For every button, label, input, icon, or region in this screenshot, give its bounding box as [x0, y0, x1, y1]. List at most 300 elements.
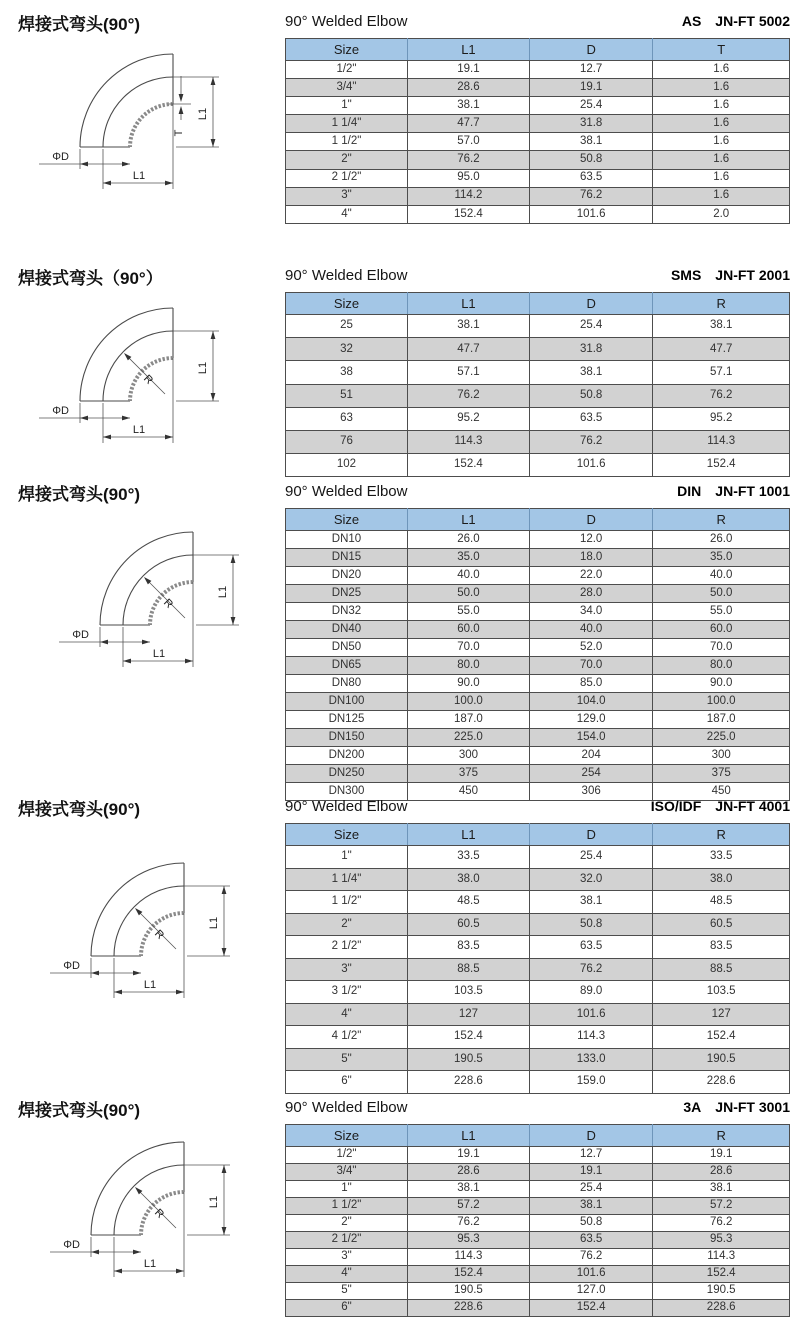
table-cell: 4 1/2" [286, 1026, 408, 1049]
dim-label-l1-vertical: L1 [217, 585, 229, 599]
table-cell: 76.2 [653, 1215, 790, 1232]
table-cell: 104.0 [529, 693, 652, 711]
elbow-diagram-svg: R T L1 L1 ΦD [4, 851, 254, 1003]
table-cell: 57.2 [653, 1198, 790, 1215]
table-row [286, 913, 790, 936]
dimension-lines [50, 886, 230, 998]
table-cell: 1.6 [653, 97, 790, 115]
table-cell: DN80 [286, 675, 408, 693]
table-row [286, 169, 790, 187]
table-cell: 1 1/2" [286, 133, 408, 151]
elbow-diagram [4, 851, 254, 1003]
table-cell: 63.5 [529, 1232, 652, 1249]
table-row [286, 958, 790, 981]
table-row [286, 936, 790, 959]
standard-number: JN-FT 1001 [715, 483, 790, 499]
table-cell: 4" [286, 205, 408, 223]
table-cell: DN250 [286, 765, 408, 783]
dim-label-l1-horizontal: L1 [143, 979, 157, 991]
dimension-lines [50, 1165, 230, 1277]
dimension-lines [39, 77, 219, 189]
table-cell: 3" [286, 187, 408, 205]
section-title-cn: 焊接式弯头(90°) [18, 1101, 141, 1120]
table-cell: 129.0 [529, 711, 652, 729]
table-cell: 40.0 [529, 621, 652, 639]
table-row [286, 151, 790, 169]
table-cell: 32.0 [529, 868, 652, 891]
section-title-en: 90° Welded Elbow [285, 483, 408, 500]
dimension-lines [39, 331, 219, 443]
table-cell: 95.2 [407, 407, 529, 430]
section-title-en: 90° Welded Elbow [285, 267, 408, 284]
table-cell: 3" [286, 1249, 408, 1266]
table-row [286, 61, 790, 79]
section-title-cn: 焊接式弯头(90°) [18, 15, 141, 34]
table-cell: 114.3 [653, 1249, 790, 1266]
table-title-row [285, 1099, 790, 1116]
table-cell: 52.0 [529, 639, 652, 657]
table-cell: 70.0 [529, 657, 652, 675]
table-cell: 12.7 [529, 61, 652, 79]
table-cell: 12.7 [529, 1147, 652, 1164]
table-cell: 152.4 [407, 454, 529, 477]
standard-code [677, 483, 790, 499]
table-header-row [286, 39, 790, 61]
elbow-diagram-svg: R T L1 L1 ΦD [0, 296, 243, 448]
table-cell: 48.5 [653, 891, 790, 914]
column-header-l1: L1 [407, 39, 529, 61]
table-title-row [285, 798, 790, 815]
table-cell: 1/2" [286, 1147, 408, 1164]
table-cell: 55.0 [653, 603, 790, 621]
table-cell: 76.2 [529, 1249, 652, 1266]
table-row [286, 1198, 790, 1215]
table-cell: 47.7 [653, 338, 790, 361]
table-cell: 133.0 [529, 1048, 652, 1071]
table-cell: 1" [286, 97, 408, 115]
elbow-diagram-svg: R T L1 L1 ΦD [13, 520, 263, 672]
standard-number: JN-FT 3001 [715, 1099, 790, 1115]
table-cell: 1.6 [653, 187, 790, 205]
table-cell: 3/4" [286, 79, 408, 97]
table-cell: DN125 [286, 711, 408, 729]
table-row [286, 1249, 790, 1266]
table-row [286, 531, 790, 549]
table-cell: 25 [286, 315, 408, 338]
dim-label-l1-vertical: L1 [208, 916, 220, 930]
table-cell: 70.0 [653, 639, 790, 657]
table-cell: 31.8 [529, 115, 652, 133]
table-row [286, 567, 790, 585]
column-header-r: R [653, 1125, 790, 1147]
table-row [286, 1071, 790, 1094]
table-cell: 33.5 [407, 846, 529, 869]
standard-number: JN-FT 5002 [715, 13, 790, 29]
table-cell: 38 [286, 361, 408, 384]
table-cell: 95.3 [653, 1232, 790, 1249]
table-cell: 60.5 [407, 913, 529, 936]
table-cell: 127.0 [529, 1283, 652, 1300]
table-cell: 76.2 [529, 187, 652, 205]
table-cell: 35.0 [407, 549, 529, 567]
section-title-en: 90° Welded Elbow [285, 13, 408, 30]
table-cell: 88.5 [653, 958, 790, 981]
table-cell: 25.4 [529, 846, 652, 869]
table-cell: 3" [286, 958, 408, 981]
table-cell: 103.5 [407, 981, 529, 1004]
table-row [286, 868, 790, 891]
section-title-cn: 焊接式弯头(90°) [18, 800, 141, 819]
table-cell: 101.6 [529, 205, 652, 223]
spec-table [285, 38, 790, 224]
table-cell: 57.1 [653, 361, 790, 384]
table-cell: 228.6 [407, 1300, 529, 1317]
table-cell: DN150 [286, 729, 408, 747]
table-cell: 57.2 [407, 1198, 529, 1215]
table-cell: 101.6 [529, 1003, 652, 1026]
dim-label-r: R [152, 927, 167, 942]
table-cell: 190.5 [407, 1048, 529, 1071]
table-cell: 1.6 [653, 79, 790, 97]
table-cell: 152.4 [407, 205, 529, 223]
table-cell: 114.3 [529, 1026, 652, 1049]
table-cell: 4" [286, 1003, 408, 1026]
table-cell: 76 [286, 430, 408, 453]
thickness-annotation [169, 76, 191, 136]
column-header-l1: L1 [407, 1125, 529, 1147]
table-cell: 38.1 [529, 361, 652, 384]
table-row [286, 133, 790, 151]
spec-table [285, 508, 790, 801]
table-row [286, 1164, 790, 1181]
table-cell: 38.1 [407, 315, 529, 338]
table-cell: 28.6 [407, 1164, 529, 1181]
table-row [286, 115, 790, 133]
table-row [286, 729, 790, 747]
table-cell: 31.8 [529, 338, 652, 361]
column-header-d: D [529, 509, 652, 531]
dim-label-d: ΦD [52, 151, 69, 163]
table-cell: 32 [286, 338, 408, 361]
table-cell: 6" [286, 1300, 408, 1317]
table-cell: 76.2 [407, 384, 529, 407]
table-row [286, 846, 790, 869]
table-cell: 2 1/2" [286, 1232, 408, 1249]
table-cell: 22.0 [529, 567, 652, 585]
table-title-row [285, 483, 790, 500]
table-cell: 190.5 [407, 1283, 529, 1300]
table-cell: 63.5 [529, 936, 652, 959]
table-cell: 228.6 [653, 1071, 790, 1094]
table-cell: 127 [407, 1003, 529, 1026]
table-cell: 1/2" [286, 61, 408, 79]
table-cell: 38.1 [653, 315, 790, 338]
table-row [286, 1283, 790, 1300]
table-cell: 152.4 [407, 1026, 529, 1049]
standard-name: ISO/IDF [650, 798, 702, 814]
section-title-cn: 焊接式弯头（90°） [18, 269, 163, 288]
table-cell: 28.6 [407, 79, 529, 97]
table-cell: 306 [529, 783, 652, 801]
table-cell: 90.0 [653, 675, 790, 693]
dim-label-l1-horizontal: L1 [143, 1258, 157, 1270]
spec-table [285, 1124, 790, 1317]
table-cell: 190.5 [653, 1048, 790, 1071]
dim-label-r: R [141, 372, 156, 387]
table-cell: 55.0 [407, 603, 529, 621]
table-cell: 204 [529, 747, 652, 765]
table-cell: 25.4 [529, 97, 652, 115]
column-header-d: D [529, 824, 652, 846]
table-cell: 152.4 [529, 1300, 652, 1317]
table-cell: 225.0 [653, 729, 790, 747]
table-cell: 76.2 [407, 1215, 529, 1232]
table-cell: 85.0 [529, 675, 652, 693]
table-cell: 48.5 [407, 891, 529, 914]
table-cell: 28.6 [653, 1164, 790, 1181]
table-cell: DN65 [286, 657, 408, 675]
elbow-drawing [80, 54, 173, 147]
column-header-l1: L1 [407, 509, 529, 531]
table-cell: 114.3 [407, 430, 529, 453]
column-header-r: R [653, 509, 790, 531]
table-cell: 152.4 [407, 1266, 529, 1283]
standard-number: JN-FT 4001 [715, 798, 790, 814]
table-cell: 187.0 [407, 711, 529, 729]
table-cell: 2 1/2" [286, 169, 408, 187]
table-row [286, 384, 790, 407]
table-row [286, 639, 790, 657]
table-cell: 228.6 [653, 1300, 790, 1317]
table-cell: 50.8 [529, 151, 652, 169]
table-header-row [286, 824, 790, 846]
table-cell: 101.6 [529, 454, 652, 477]
table-cell: 100.0 [653, 693, 790, 711]
table-cell: 83.5 [653, 936, 790, 959]
standard-number: JN-FT 2001 [715, 267, 790, 283]
table-cell: 38.0 [653, 868, 790, 891]
dim-label-r: R [152, 1206, 167, 1221]
section-title-en: 90° Welded Elbow [285, 1099, 408, 1116]
table-cell: 25.4 [529, 315, 652, 338]
table-row [286, 1003, 790, 1026]
column-header-l1: L1 [407, 293, 529, 315]
table-cell: 1" [286, 1181, 408, 1198]
table-cell: 190.5 [653, 1283, 790, 1300]
table-cell: 26.0 [653, 531, 790, 549]
table-row [286, 621, 790, 639]
table-cell: 2" [286, 1215, 408, 1232]
table-row [286, 338, 790, 361]
dim-label-l1-vertical: L1 [208, 1195, 220, 1209]
table-cell: 63.5 [529, 169, 652, 187]
table-cell: 60.0 [653, 621, 790, 639]
table-header-row [286, 293, 790, 315]
column-header-size: Size [286, 1125, 408, 1147]
table-cell: 254 [529, 765, 652, 783]
table-row [286, 407, 790, 430]
table-cell: 76.2 [653, 384, 790, 407]
column-header-r: R [653, 293, 790, 315]
table-cell: 5" [286, 1283, 408, 1300]
table-row [286, 657, 790, 675]
table-row [286, 549, 790, 567]
standard-name: DIN [677, 483, 702, 499]
section-title-en: 90° Welded Elbow [285, 798, 408, 815]
table-row [286, 1232, 790, 1249]
column-header-size: Size [286, 293, 408, 315]
column-header-l1: L1 [407, 824, 529, 846]
table-cell: 103.5 [653, 981, 790, 1004]
table-cell: 2 1/2" [286, 936, 408, 959]
elbow-diagram [4, 1130, 254, 1282]
table-title-row [285, 267, 790, 284]
table-row [286, 315, 790, 338]
table-title-row [285, 13, 790, 30]
table-cell: 19.1 [407, 1147, 529, 1164]
table-cell: 1 1/4" [286, 115, 408, 133]
column-header-d: D [529, 293, 652, 315]
table-cell: 35.0 [653, 549, 790, 567]
table-row [286, 585, 790, 603]
table-cell: 95.2 [653, 407, 790, 430]
table-row [286, 603, 790, 621]
table-cell: 19.1 [529, 1164, 652, 1181]
table-cell: 152.4 [653, 454, 790, 477]
table-cell: 38.1 [529, 1198, 652, 1215]
table-cell: 88.5 [407, 958, 529, 981]
table-row [286, 1048, 790, 1071]
table-row [286, 1215, 790, 1232]
table-cell: 76.2 [529, 430, 652, 453]
table-cell: 63 [286, 407, 408, 430]
table-cell: 101.6 [529, 1266, 652, 1283]
table-cell: 12.0 [529, 531, 652, 549]
table-row [286, 1026, 790, 1049]
standard-name: AS [681, 13, 702, 29]
table-cell: 50.0 [407, 585, 529, 603]
table-cell: 1" [286, 846, 408, 869]
table-cell: 50.8 [529, 1215, 652, 1232]
standard-name: 3A [683, 1099, 702, 1115]
table-cell: 19.1 [653, 1147, 790, 1164]
table-cell: 57.1 [407, 361, 529, 384]
dim-label-d: ΦD [72, 629, 89, 641]
dim-label-l1-horizontal: L1 [132, 170, 146, 182]
table-cell: 47.7 [407, 115, 529, 133]
table-cell: 51 [286, 384, 408, 407]
table-cell: DN32 [286, 603, 408, 621]
elbow-diagram [13, 520, 263, 672]
table-cell: 1.6 [653, 133, 790, 151]
table-row [286, 430, 790, 453]
table-cell: 2.0 [653, 205, 790, 223]
standard-code [682, 13, 790, 29]
table-cell: 63.5 [529, 407, 652, 430]
table-row [286, 1266, 790, 1283]
dim-label-r: R [161, 596, 176, 611]
table-row [286, 1300, 790, 1317]
dim-label-l1-horizontal: L1 [152, 648, 166, 660]
table-cell: 375 [653, 765, 790, 783]
table-row [286, 981, 790, 1004]
table-cell: 38.0 [407, 868, 529, 891]
table-row [286, 675, 790, 693]
dim-label-l1-vertical: L1 [197, 361, 209, 375]
table-cell: 1.6 [653, 169, 790, 187]
column-header-size: Size [286, 824, 408, 846]
table-cell: 102 [286, 454, 408, 477]
table-header-row [286, 1125, 790, 1147]
table-cell: 76.2 [407, 151, 529, 169]
table-cell: 95.0 [407, 169, 529, 187]
table-cell: 60.0 [407, 621, 529, 639]
table-cell: 95.3 [407, 1232, 529, 1249]
table-cell: 1.6 [653, 115, 790, 133]
table-cell: 80.0 [653, 657, 790, 675]
spec-table [285, 823, 790, 1094]
dim-label-d: ΦD [63, 960, 80, 972]
dim-label-d: ΦD [63, 1239, 80, 1251]
table-cell: 1.6 [653, 61, 790, 79]
standard-name: SMS [670, 267, 702, 283]
table-cell: 2" [286, 151, 408, 169]
standard-code [683, 1099, 790, 1115]
column-header-r: R [653, 824, 790, 846]
table-cell: 34.0 [529, 603, 652, 621]
table-cell: 114.2 [407, 187, 529, 205]
table-cell: 2" [286, 913, 408, 936]
table-cell: 90.0 [407, 675, 529, 693]
table-cell: 159.0 [529, 1071, 652, 1094]
table-cell: 26.0 [407, 531, 529, 549]
section-title-cn: 焊接式弯头(90°) [18, 485, 141, 504]
table-row [286, 693, 790, 711]
table-cell: 40.0 [653, 567, 790, 585]
column-header-d: D [529, 39, 652, 61]
table-cell: 450 [653, 783, 790, 801]
dim-label-t: T [173, 129, 185, 137]
table-cell: DN15 [286, 549, 408, 567]
table-row [286, 1147, 790, 1164]
table-row [286, 454, 790, 477]
table-cell: 3 1/2" [286, 981, 408, 1004]
standard-code [651, 798, 790, 814]
table-header-row [286, 509, 790, 531]
table-cell: 127 [653, 1003, 790, 1026]
table-row [286, 361, 790, 384]
table-cell: 28.0 [529, 585, 652, 603]
column-header-size: Size [286, 39, 408, 61]
table-row [286, 187, 790, 205]
dimension-lines [59, 555, 239, 667]
column-header-size: Size [286, 509, 408, 531]
standard-code [671, 267, 790, 283]
table-cell: 33.5 [653, 846, 790, 869]
table-row [286, 97, 790, 115]
table-cell: 1 1/4" [286, 868, 408, 891]
table-cell: 38.1 [407, 1181, 529, 1198]
table-cell: 80.0 [407, 657, 529, 675]
table-cell: 375 [407, 765, 529, 783]
table-cell: 228.6 [407, 1071, 529, 1094]
dim-label-l1-horizontal: L1 [132, 424, 146, 436]
table-cell: 76.2 [529, 958, 652, 981]
table-cell: 38.1 [529, 133, 652, 151]
table-cell: 50.8 [529, 384, 652, 407]
table-cell: DN300 [286, 783, 408, 801]
table-cell: 4" [286, 1266, 408, 1283]
